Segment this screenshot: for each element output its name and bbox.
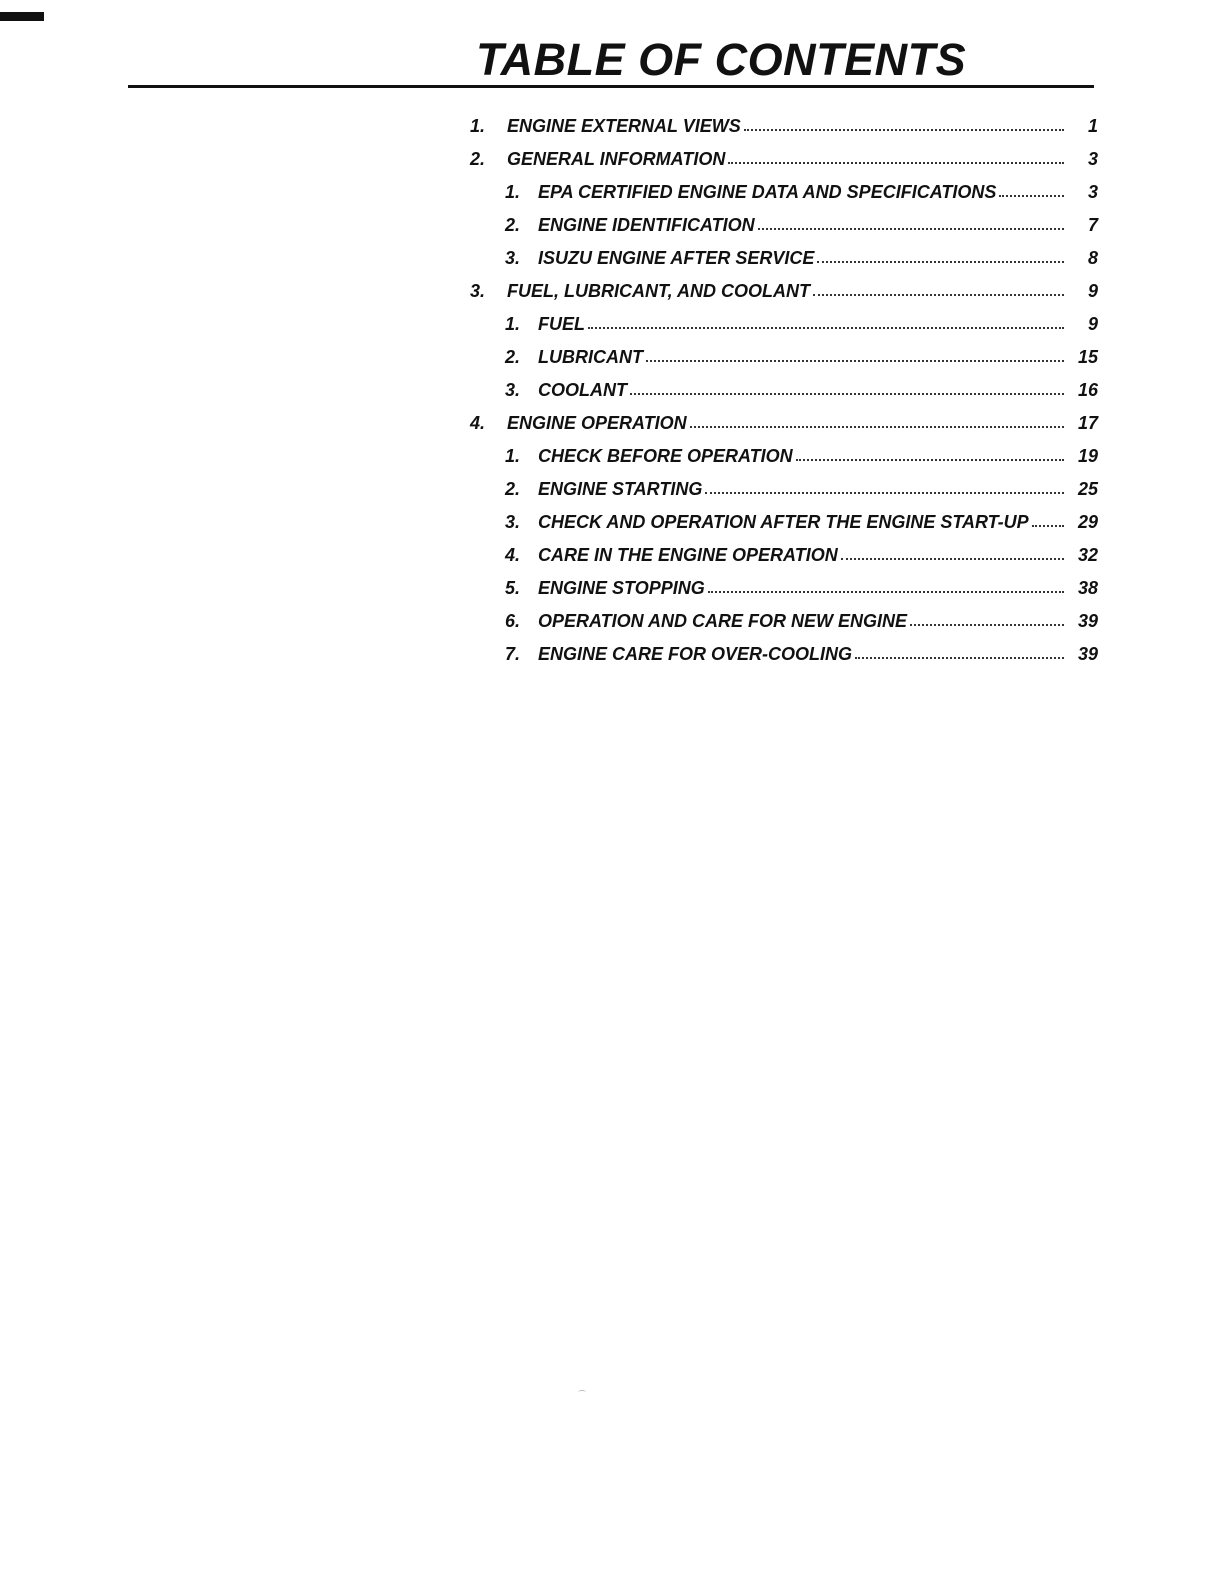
toc-subentry[interactable] <box>470 314 1098 347</box>
toc-entry[interactable] <box>470 116 1098 149</box>
toc-entry-label: OPERATION AND CARE FOR NEW ENGINE <box>538 611 908 631</box>
toc-entry-label: FUEL <box>538 314 585 334</box>
dot-leader <box>690 425 1064 428</box>
toc-entry-page: 1 <box>1087 116 1098 136</box>
toc-entry-number: 3. <box>470 281 486 301</box>
title-underline <box>128 85 1094 88</box>
dot-leader <box>910 623 1064 626</box>
toc-entry-number: 4. <box>470 413 486 433</box>
dot-leader <box>728 161 1064 164</box>
corner-registration-mark <box>0 12 44 21</box>
toc-entry-label: ENGINE STOPPING <box>538 578 705 598</box>
toc-subentry[interactable] <box>470 215 1098 248</box>
toc-subentry[interactable] <box>470 347 1098 380</box>
toc-entry-label: CHECK AND OPERATION AFTER THE ENGINE START-UP <box>538 512 1029 532</box>
toc-entry-page: 3 <box>1087 149 1098 169</box>
toc-entry-page: 8 <box>1087 248 1098 268</box>
toc-entry-page: 29 <box>1077 512 1098 532</box>
dot-leader <box>758 227 1064 230</box>
toc-entry-label: ENGINE STARTING <box>538 479 703 499</box>
toc-entry-number: 3. <box>505 512 521 532</box>
toc-entry-label: EPA CERTIFIED ENGINE DATA AND SPECIFICATIONS <box>538 182 997 202</box>
toc-subentry[interactable] <box>470 446 1098 479</box>
toc-entry-number: 2. <box>505 479 521 499</box>
toc-subentry[interactable] <box>470 545 1098 578</box>
toc-entry-page: 16 <box>1077 380 1098 400</box>
dot-leader <box>744 128 1064 131</box>
toc-entry-label: CARE IN THE ENGINE OPERATION <box>538 545 838 565</box>
toc-entry-label: ENGINE IDENTIFICATION <box>538 215 755 235</box>
toc-entry-label: GENERAL INFORMATION <box>507 149 726 169</box>
toc-entry-number: 5. <box>505 578 521 598</box>
toc-entry[interactable] <box>470 413 1098 446</box>
scan-speck <box>578 1390 586 1394</box>
toc-entry-number: 2. <box>505 215 521 235</box>
dot-leader <box>999 194 1064 197</box>
table-of-contents <box>470 116 1098 677</box>
toc-subentry[interactable] <box>470 644 1098 677</box>
toc-entry-number: 7. <box>505 644 521 664</box>
toc-entry-label: ENGINE OPERATION <box>507 413 687 433</box>
dot-leader <box>708 590 1064 593</box>
dot-leader <box>855 656 1064 659</box>
toc-entry-number: 1. <box>505 182 521 202</box>
toc-entry[interactable] <box>470 149 1098 182</box>
toc-entry[interactable] <box>470 281 1098 314</box>
toc-entry-page: 9 <box>1087 281 1098 301</box>
toc-subentry[interactable] <box>470 380 1098 413</box>
toc-entry-page: 32 <box>1077 545 1098 565</box>
toc-subentry[interactable] <box>470 248 1098 281</box>
toc-subentry[interactable] <box>470 512 1098 545</box>
dot-leader <box>796 458 1064 461</box>
toc-subentry[interactable] <box>470 182 1098 215</box>
dot-leader <box>813 293 1064 296</box>
toc-subentry[interactable] <box>470 578 1098 611</box>
toc-entry-label: ENGINE CARE FOR OVER-COOLING <box>538 644 853 664</box>
toc-entry-label: ENGINE EXTERNAL VIEWS <box>507 116 741 136</box>
toc-entry-number: 3. <box>505 380 521 400</box>
dot-leader <box>817 260 1064 263</box>
toc-entry-number: 6. <box>505 611 521 631</box>
toc-entry-page: 38 <box>1077 578 1098 598</box>
toc-entry-page: 25 <box>1077 479 1098 499</box>
toc-entry-label: LUBRICANT <box>538 347 643 367</box>
toc-entry-page: 7 <box>1087 215 1098 235</box>
dot-leader <box>588 326 1064 329</box>
toc-subentry[interactable] <box>470 611 1098 644</box>
toc-entry-number: 4. <box>505 545 521 565</box>
dot-leader <box>1032 524 1064 527</box>
toc-entry-label: CHECK BEFORE OPERATION <box>538 446 793 466</box>
toc-entry-number: 1. <box>470 116 486 136</box>
toc-entry-number: 3. <box>505 248 521 268</box>
page-title: TABLE OF CONTENTS <box>476 34 967 85</box>
toc-entry-page: 15 <box>1077 347 1098 367</box>
toc-entry-label: FUEL, LUBRICANT, AND COOLANT <box>507 281 810 301</box>
toc-entry-number: 1. <box>505 314 521 334</box>
dot-leader <box>646 359 1064 362</box>
toc-entry-number: 2. <box>505 347 521 367</box>
toc-entry-page: 17 <box>1077 413 1098 433</box>
toc-subentry[interactable] <box>470 479 1098 512</box>
toc-entry-page: 19 <box>1077 446 1098 466</box>
toc-entry-label: ISUZU ENGINE AFTER SERVICE <box>538 248 815 268</box>
dot-leader <box>705 491 1064 494</box>
toc-entry-page: 3 <box>1087 182 1098 202</box>
toc-entry-label: COOLANT <box>538 380 627 400</box>
toc-entry-page: 9 <box>1087 314 1098 334</box>
toc-entry-page: 39 <box>1077 644 1098 664</box>
dot-leader <box>630 392 1064 395</box>
toc-entry-number: 1. <box>505 446 521 466</box>
toc-entry-page: 39 <box>1077 611 1098 631</box>
toc-entry-number: 2. <box>470 149 486 169</box>
dot-leader <box>841 557 1064 560</box>
